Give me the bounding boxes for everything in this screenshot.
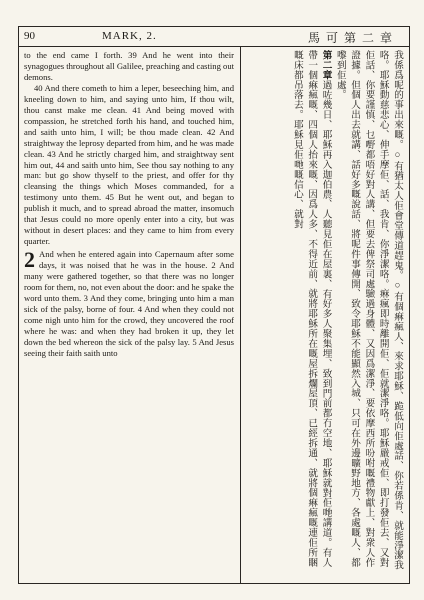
english-paragraph: to the end came I forth. 39 And he went into their synagogues throughout all Galilee, preaching and casting out demons. [24,50,235,82]
page-header [18,26,410,47]
chinese-column [246,50,404,576]
chinese-chapter-text: 過咗幾日、耶穌再入迦伯農、人聽見佢在屋裏、有好多人聚集埋、致到門前都冇空地、耶穌就對佢哋講道。有人帶一個痳瘋嘅、四個人抬來嘅、因爲人多、不得近前、就將耶穌所在嘅屋拆爛屋頂、已經拆通、就將個痳瘋嘅連佢所睏嘅床都吊落去。耶穌見佢哋嘅信心、就對 [291,50,332,568]
running-title: MARK, 2. [102,30,157,42]
english-column [24,50,234,359]
chinese-paragraph-chapter [290,50,333,576]
chinese-chapter-label: 第二章 [320,50,332,80]
page-number: 90 [24,30,35,42]
english-paragraph-chapter [24,249,234,359]
chapter-numeral: 2 [24,247,35,273]
chapter-text: And when he entered again into Capernaum after some days, it was noised that he was in the house. 2 And many were gathered together, so that there was no longer room for them, no, not even about the door: and he spake the word unto them. 3 And they come, bringing unto him a man sick of the palsy, borne of four. 4 And when they could not come nigh unto him for the crowd, they uncovered the roof where he was: and when they had broken it up, they let down the bed whereon the sick of the palsy lay. 5 And Jesus seeing their faith saith unto [24,249,234,358]
chinese-running-title: 馬可第二章 [307,31,398,45]
chinese-paragraph: 我係爲呢的事出來嘅。○有猶太人佢會堂傳道趕鬼。○有個痳瘋人、來求耶穌、跪低向佢處話、你若係肯、就能淨潔我咯。耶穌動慈悲心、伸手摩佢、話、我肯、你淨潔咯。痳瘋即時離開佢、佢就潔淨咯。耶穌嚴戒佢、即打發佢去、又對佢話、你要謹慎、乜嘢都唔好對人講、但要去俾祭司處驗過身體、又因爲潔淨、要依摩西所吩咐嘅禮物獻上、對衆人作證據。但個人出去就講、話好多嘅說話、將呢件事傳開、致令耶穌不能顯然入城、只可在外邊曠野地方、各處嘅人、都嚟到佢處。 [334,50,403,571]
bible-page [18,26,410,584]
column-divider [240,46,241,584]
english-paragraph: 40 And there cometh to him a leper, beseeching him, and kneeling down to him, and saying unto him, If thou wilt, thou canst make me clean. 41 And being moved with compassion, he stretched forth his hand, and touched him, and saith unto him, I will; be thou made clean. 42 And straightway the leprosy departed from him, and he was made clean. 43 And he strictly charged him, and straightway sent him out, 44 and saith unto him, See thou say nothing to any man: but go show thyself to the priest, and offer for thy cleansing the things which Moses commanded, for a testimony unto them. 45 But he went out, and began to publish it much, and to spread abroad the matter, insomuch that Jesus could no more openly enter into a city, but was without in desert places: and they came to him from every quarter. [24,82,234,247]
